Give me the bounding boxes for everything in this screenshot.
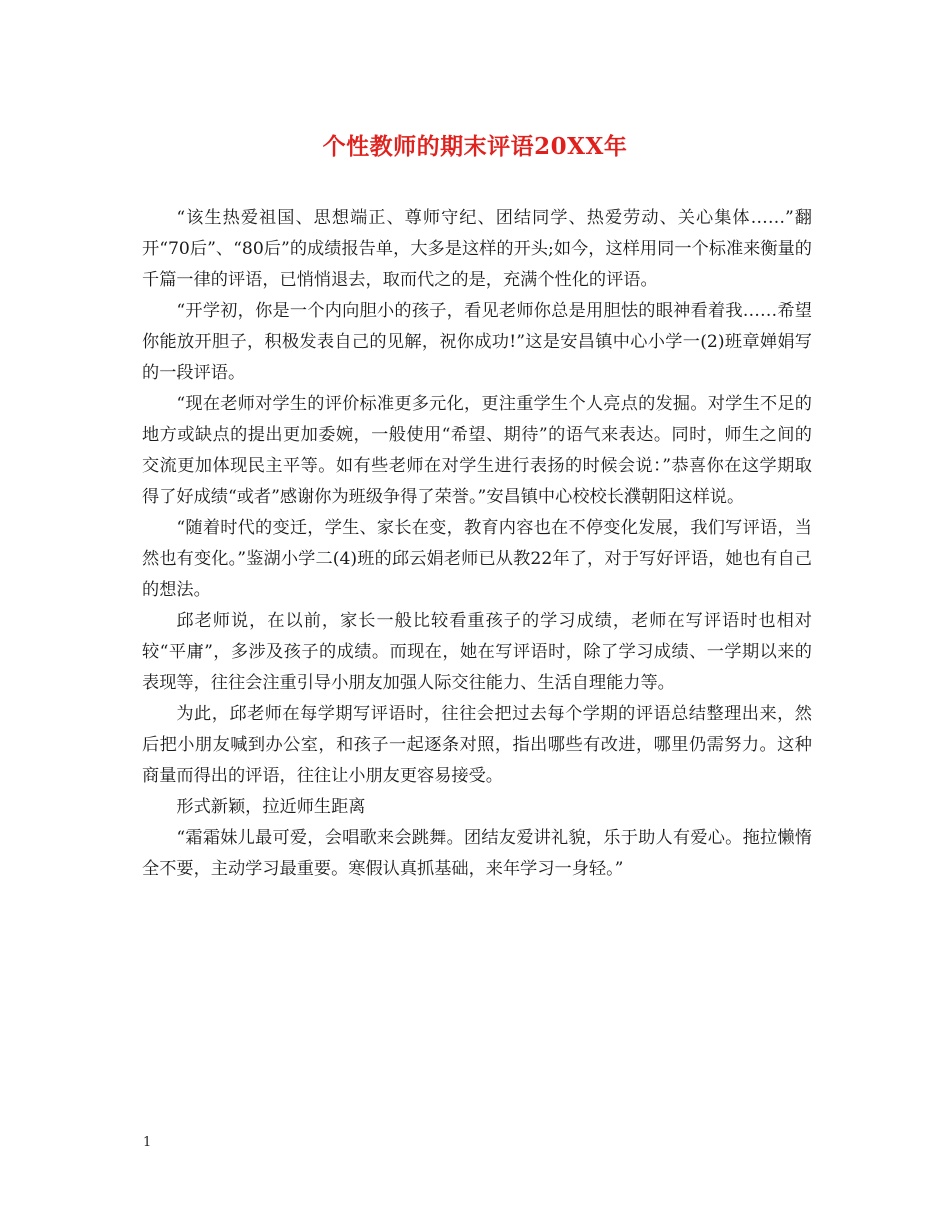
paragraph: “随着时代的变迁，学生、家长在变，教育内容也在不停变化发展，我们写评语，当然也有变化。”鉴湖小学二(4)班的邱云娟老师已从教22年了，对于写好评语，她也有自己的想法。 [142, 518, 812, 600]
document-title: 个性教师的期末评语20XX年 [322, 133, 628, 160]
paragraph: “霜霜妹儿最可爱，会唱歌来会跳舞。团结友爱讲礼貌，乐于助人有爱心。拖拉懒惰全不要，主动学习最重要。寒假认真抓基础，来年学习一身轻。” [142, 828, 812, 879]
paragraph: “现在老师对学生的评价标准更多元化，更注重学生个人亮点的发掘。对学生不足的地方或缺点的提出更加委婉，一般使用“希望、期待”的语气来表达。同时，师生之间的交流更加体现民主平等。如有些老师在对学生进行表扬的时候会说：”恭喜你在这学期取得了好成绩“或者”感谢你为班级争得了荣誉。”安昌镇中心校校长濮朝阳这样说。 [142, 394, 812, 507]
paragraph: “开学初，你是一个内向胆小的孩子，看见老师你总是用胆怯的眼神看着我……希望你能放开胆子，积极发表自己的见解，祝你成功!”这是安昌镇中心小学一(2)班章婵娟写的一段评语。 [142, 301, 812, 383]
paragraph: 邱老师说，在以前，家长一般比较看重孩子的学习成绩，老师在写评语时也相对较“平庸”，多涉及孩子的成绩。而现在，她在写评语时，除了学习成绩、一学期以来的表现等，往往会注重引导小朋友加强人际交往能力、生活自理能力等。 [142, 611, 812, 693]
page-number: 1 [143, 1135, 152, 1150]
paragraph: 为此，邱老师在每学期写评语时，往往会把过去每个学期的评语总结整理出来，然后把小朋友喊到办公室，和孩子一起逐条对照，指出哪些有改进，哪里仍需努力。这种商量而得出的评语，往往让小朋友更容易接受。 [142, 704, 812, 786]
section-heading: 形式新颖，拉近师生距离 [176, 797, 366, 817]
paragraph: “该生热爱祖国、思想端正、尊师守纪、团结同学、热爱劳动、关心集体……”翻开“70后”、“80后”的成绩报告单，大多是这样的开头;如今，这样用同一个标准来衡量的千篇一律的评语，已悄悄退去，取而代之的是，充满个性化的评语。 [142, 208, 812, 290]
document-body [142, 203, 812, 885]
